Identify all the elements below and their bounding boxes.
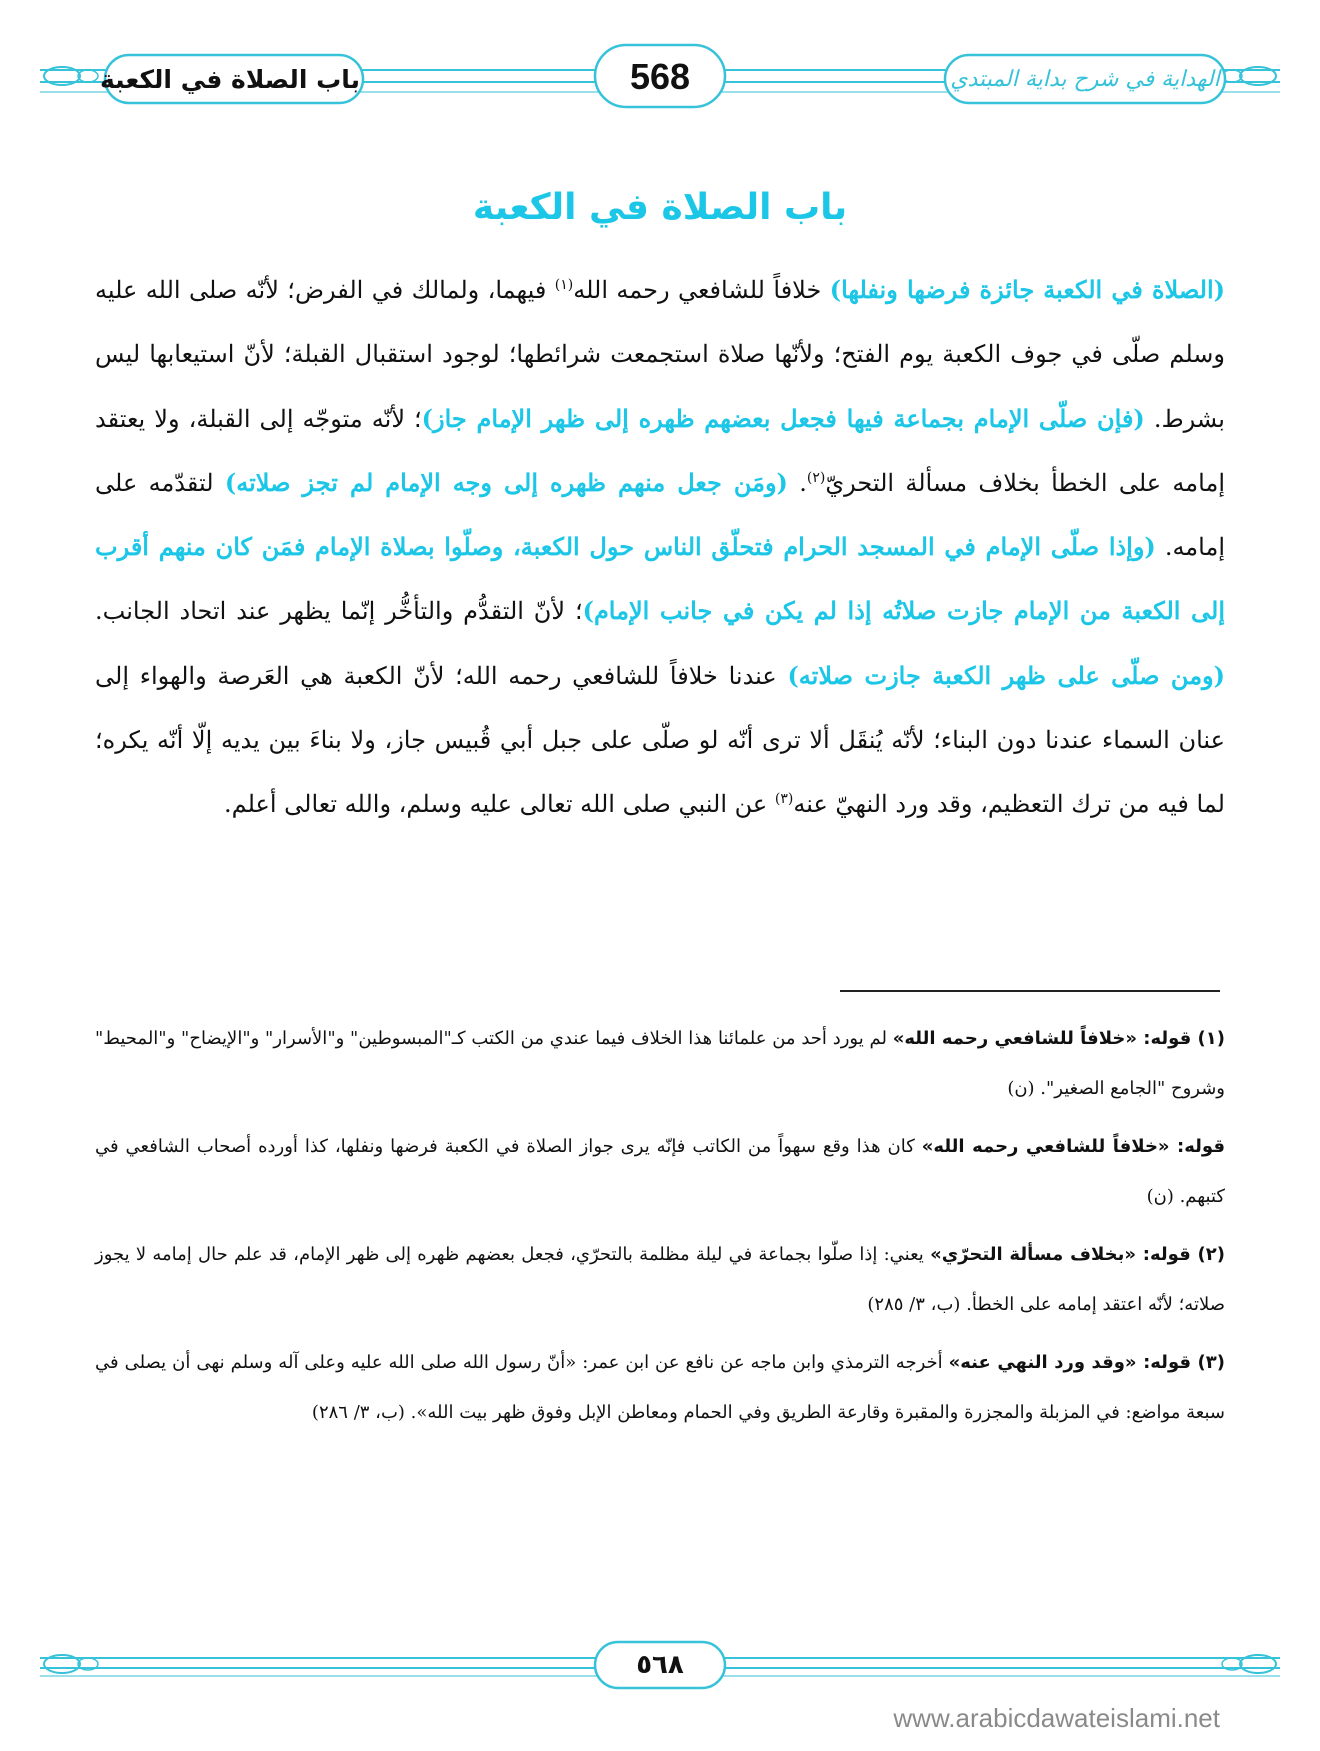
footnote-text: أخرجه الترمذي وابن ماجه عن نافع عن ابن عمر: «أنّ رسول الله صلى الله عليه وعلى آله وسلم نهى أن يصلى في سبعة مواضع: في المزبلة والمجزرة والمقبرة وقارعة الطريق وفي الحمام ومعاطن الإبل وفوق ظهر بيت الله». (ب، ٣/ ٢٨٦): [95, 1352, 1225, 1423]
chapter-heading: باب الصلاة في الكعبة: [472, 187, 848, 228]
commentary-segment: فيهما، ولمالك في الفرض؛ لأنّه صلى الله عليه وسلم صلّى في جوف الكعبة يوم الفتح؛ ولأنّها صلاة استجمعت شرائطها؛ لوجود استقبال القبلة؛ لأنّ استيعابها ليس بشرط.: [95, 276, 1225, 433]
footnote-1: [95, 1014, 1225, 1114]
footnote-3: [95, 1338, 1225, 1438]
footnote-text: يعني: إذا صلّوا بجماعة في ليلة مظلمة بالتحرّي، فجعل بعضهم ظهره إلى ظهر الإمام، قد علم حال إمامه لا يجوز صلاته؛ لأنّه اعتقد إمامه على الخطأ. (ب، ٣/ ٢٨٥): [95, 1244, 1225, 1315]
footnote-ref-2: (٢): [806, 469, 826, 486]
footnote-1b: [95, 1122, 1225, 1222]
main-text: [95, 258, 1225, 958]
commentary-segment: عن النبي صلى الله تعالى عليه وسلم، والله تعالى أعلم.: [223, 790, 768, 819]
matn-segment: (الصلاة في الكعبة جائزة فرضها ونفلها): [829, 275, 1225, 304]
commentary-segment: لتقدّمه على إمامه.: [95, 468, 1225, 562]
footer-page-number: ٥٦٨: [636, 1650, 684, 1680]
punctuation: .: [799, 468, 807, 497]
commentary-segment: ؛ لأنّه متوجّه إلى القبلة، ولا يعتقد إمامه على الخطأ بخلاف مسألة التحريّ: [95, 404, 1225, 497]
commentary-segment: ؛ لأنّ التقدُّم والتأخُّر إنّما يظهر عند اتحاد الجانب.: [95, 597, 583, 626]
footnote-text: لم يورد أحد من علمائنا هذا الخلاف فيما عندي من الكتب كـ"المبسوطين" و"الأسرار" و"الإيضاح" و"المحيط" وشروح "الجامع الصغير". (ن): [95, 1028, 1225, 1099]
website-link[interactable]: www.arabicdawateislami.net: [893, 1703, 1220, 1733]
commentary-segment: عندنا خلافاً للشافعي رحمه الله؛ لأنّ الكعبة هي العَرصة والهواء إلى عنان السماء عندنا دون البناء؛ لأنّه يُنقَل ألا ترى أنّه لو صلّى على جبل أبي قُبيس جاز، ولا بناءَ بين يديه إلّا أنّه يكره؛ لما فيه من ترك التعظيم، وقد ورد النهيّ عنه: [95, 661, 1225, 819]
footnote-separator: [840, 990, 1220, 992]
matn-segment: (ومَن جعل منهم ظهره إلى وجه الإمام لم تجز صلاته): [224, 467, 788, 497]
footnote-ref-1: (١): [554, 277, 574, 293]
footnote-lead: (٢) قوله: «بخلاف مسألة التحرّي»: [930, 1244, 1225, 1265]
footnote-lead: (١) قوله: «خلافاً للشافعي رحمه الله»: [892, 1028, 1226, 1049]
header-chapter-title: باب الصلاة في الكعبة: [100, 65, 360, 94]
header-page-number: 568: [629, 56, 691, 97]
footnotes: [95, 1014, 1225, 1614]
footnote-2: [95, 1230, 1225, 1330]
page-header: [0, 0, 1320, 130]
footnote-lead: (٣) قوله: «وقد ورد النهي عنه»: [948, 1352, 1225, 1373]
matn-segment: (وإذا صلّى الإمام في المسجد الحرام فتحلّق الناس حول الكعبة، وصلّوا بصلاة الإمام فمَن كان منهم أقرب إلى الكعبة من الإمام جازت صلاتُه إذا لم يكن في جانب الإمام): [95, 532, 1225, 626]
footnote-ref-3: (٣): [774, 791, 794, 808]
matn-segment: (ومن صلّى على ظهر الكعبة جازت صلاته): [787, 660, 1226, 690]
matn-segment: (فإن صلّى الإمام بجماعة فيها فجعل بعضهم ظهره إلى ظهر الإمام جاز): [421, 403, 1145, 433]
commentary-segment: خلافاً للشافعي رحمه الله: [573, 276, 822, 304]
page-footer: [0, 1620, 1320, 1751]
footnote-text: كان هذا وقع سهواً من الكاتب فإنّه يرى جواز الصلاة في الكعبة فرضها ونفلها، كذا أورده أصحاب الشافعي في كتبهم. (ن): [95, 1136, 1225, 1207]
main-paragraph: [95, 258, 1225, 837]
footnote-lead: قوله: «خلافاً للشافعي رحمه الله»: [921, 1136, 1225, 1157]
header-book-title: الهداية في شرح بداية المبتدي: [950, 67, 1220, 92]
